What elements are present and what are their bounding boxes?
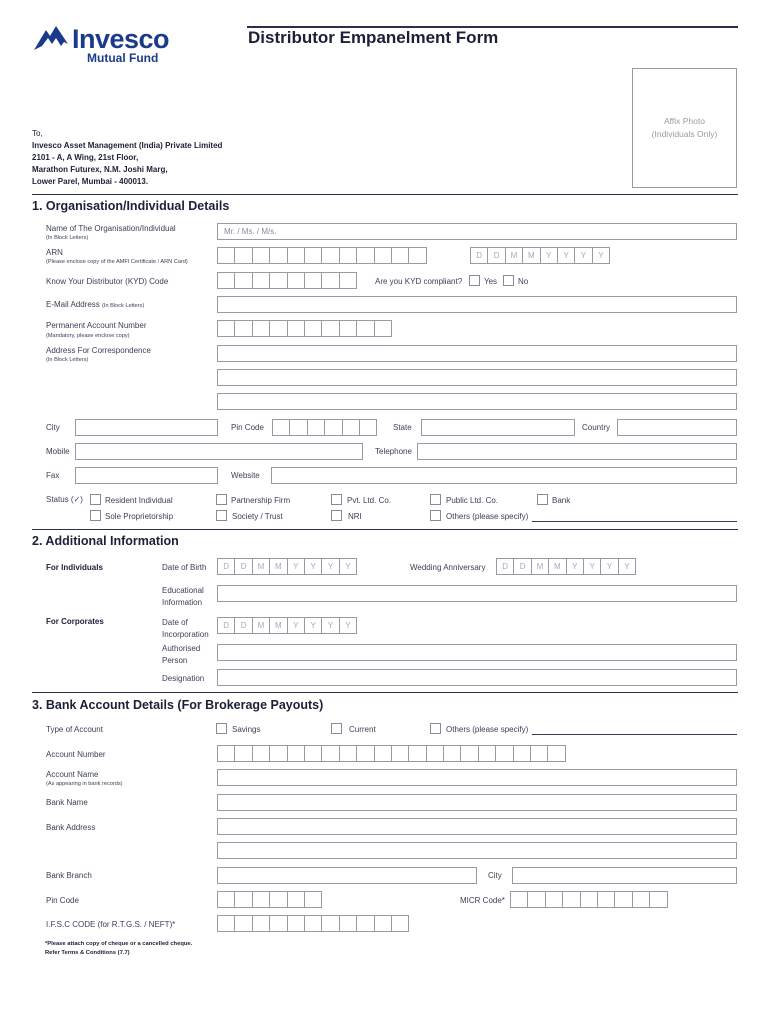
pan-sublabel: (Mandatory, please enclose copy) [46,333,130,339]
doi-boxes[interactable] [217,617,356,634]
website-label: Website [231,471,260,480]
date-char-box[interactable]: D [470,247,488,264]
char-box[interactable] [321,320,339,337]
date-char-box[interactable]: M [269,558,287,575]
char-box[interactable] [339,745,357,762]
address-line-3-input[interactable] [217,393,737,410]
date-char-box[interactable]: Y [592,247,610,264]
date-char-box[interactable]: Y [339,617,357,634]
char-box[interactable] [287,915,305,932]
dob-label: Date of Birth [162,563,207,572]
fax-input[interactable] [75,467,218,484]
name-placeholder: Mr. / Ms. / M/s. [224,227,277,236]
account-name-input[interactable] [217,769,737,786]
char-box[interactable] [562,891,580,908]
city-input[interactable] [75,419,218,436]
state-input[interactable] [421,419,575,436]
char-box[interactable] [269,320,287,337]
designation-label: Designation [162,674,205,683]
account-number-label: Account Number [46,750,106,759]
char-box[interactable] [547,745,565,762]
date-char-box[interactable]: M [505,247,523,264]
char-box[interactable] [391,915,409,932]
kyd-question: Are you KYD compliant? [375,277,463,286]
char-box[interactable] [234,272,252,289]
date-char-box[interactable]: Y [557,247,575,264]
authorised-input[interactable] [217,644,737,661]
char-box[interactable] [408,247,426,264]
telephone-label: Telephone [375,447,412,456]
for-corporates-label: For Corporates [46,617,104,626]
email-label [46,300,144,309]
date-char-box[interactable]: Y [600,558,618,575]
for-individuals-label: For Individuals [46,563,103,572]
char-box[interactable] [597,891,615,908]
address-line: Lower Parel, Mumbai - 400013. [32,177,149,186]
char-box[interactable] [287,745,305,762]
address-line: 2101 - A, A Wing, 21st Floor, [32,153,139,162]
cheque-note: *Please attach copy of cheque or a cancelled cheque. [45,941,193,947]
section-divider [32,692,738,693]
micr-label: MICR Code* [460,896,505,905]
char-box[interactable] [374,745,392,762]
char-box[interactable] [252,320,270,337]
telephone-input[interactable] [417,443,737,460]
pan-label: Permanent Account Number [46,321,147,330]
date-char-box[interactable]: Y [287,617,305,634]
char-box[interactable] [545,891,563,908]
char-box[interactable] [614,891,632,908]
country-input[interactable] [617,419,737,436]
account-name-label: Account Name [46,770,99,779]
pincode-boxes[interactable] [272,419,376,436]
website-input[interactable] [271,467,737,484]
bank-address-1-input[interactable] [217,818,737,835]
kyd-yes-label: Yes [484,277,498,286]
char-box[interactable] [342,419,360,436]
char-box[interactable] [234,915,252,932]
arn-sublabel: (Please enclose copy of the AMFI Certificate / ARN Card) [46,259,188,265]
char-box[interactable] [234,891,252,908]
kyd-code-boxes[interactable] [217,272,356,289]
char-box[interactable] [287,272,305,289]
status-resident-checkbox[interactable] [90,494,101,505]
char-box[interactable] [527,891,545,908]
char-box[interactable] [321,915,339,932]
status-society-label: Society / Trust [232,512,283,521]
date-char-box[interactable]: Y [287,558,305,575]
status-nri-checkbox[interactable] [331,510,342,521]
address-line: Invesco Asset Management (India) Private Limited [32,141,223,150]
char-box[interactable] [649,891,667,908]
status-pvt-checkbox[interactable] [331,494,342,505]
authorised-label [162,643,200,667]
char-box[interactable] [289,419,307,436]
status-others-label: Others (please specify) [446,512,529,521]
dob-boxes[interactable] [217,558,356,575]
char-box[interactable] [269,891,287,908]
char-box[interactable] [580,891,598,908]
bank-address-2-input[interactable] [217,842,737,859]
authorised-label-1: Authorised [162,644,201,653]
char-box[interactable] [234,320,252,337]
date-char-box[interactable]: Y [321,558,339,575]
char-box[interactable] [217,247,235,264]
wedding-label: Wedding Anniversary [410,563,486,572]
char-box[interactable] [339,320,357,337]
char-box[interactable] [304,745,322,762]
current-checkbox[interactable] [331,723,342,734]
date-char-box[interactable]: D [217,617,235,634]
date-char-box[interactable]: M [548,558,566,575]
status-bank-checkbox[interactable] [537,494,548,505]
char-box[interactable] [304,247,322,264]
others-account-checkbox[interactable] [430,723,441,734]
char-box[interactable] [321,272,339,289]
status-sole-checkbox[interactable] [90,510,101,521]
char-box[interactable] [443,745,461,762]
date-char-box[interactable]: D [513,558,531,575]
char-box[interactable] [510,891,528,908]
email-label-text: E-Mail Address [46,300,100,309]
bank-city-input[interactable] [512,867,737,884]
bank-address-label: Bank Address [46,823,96,832]
char-box[interactable] [272,419,290,436]
char-box[interactable] [408,745,426,762]
account-number-boxes[interactable] [217,745,565,762]
char-box[interactable] [391,745,409,762]
char-box[interactable] [252,247,270,264]
status-partnership-checkbox[interactable] [216,494,227,505]
address-sublabel: (In Block Letters) [46,357,89,363]
doi-label-2: Incorporation [162,630,209,639]
wedding-boxes[interactable] [496,558,635,575]
char-box[interactable] [374,915,392,932]
status-resident-label: Resident Individual [105,496,173,505]
kyd-label: Know Your Distributor (KYD) Code [46,277,169,286]
char-box[interactable] [321,745,339,762]
char-box[interactable] [217,272,235,289]
char-box[interactable] [478,745,496,762]
doi-label [162,617,209,641]
char-box[interactable] [632,891,650,908]
terms-note: Refer Terms & Conditions (7.7) [45,950,130,956]
mobile-input[interactable] [75,443,363,460]
date-char-box[interactable]: D [217,558,235,575]
name-sublabel: (In Block Letters) [46,235,89,241]
char-box[interactable] [356,745,374,762]
char-box[interactable] [495,745,513,762]
char-box[interactable] [339,272,357,289]
email-sublabel: (In Block Letters) [102,303,145,309]
status-partnership-label: Partnership Firm [231,496,291,505]
char-box[interactable] [359,419,377,436]
date-char-box[interactable]: Y [540,247,558,264]
bank-name-input[interactable] [217,794,737,811]
date-char-box[interactable]: Y [339,558,357,575]
char-box[interactable] [217,320,235,337]
education-label [162,585,204,609]
status-public-label: Public Ltd. Co. [446,496,499,505]
char-box[interactable] [234,247,252,264]
address-line: To, [32,129,43,138]
char-box[interactable] [374,247,392,264]
section-2-title: 2. Additional Information [32,534,179,548]
status-label: Status (✓) [46,495,83,504]
char-box[interactable] [304,320,322,337]
date-char-box[interactable]: Y [583,558,601,575]
arn-label: ARN [46,248,63,257]
account-type-label: Type of Account [46,725,103,734]
ifsc-boxes[interactable] [217,915,408,932]
status-nri-label: NRI [348,512,362,521]
education-input[interactable] [217,585,737,602]
char-box[interactable] [374,320,392,337]
arn-date-boxes[interactable] [470,247,609,264]
char-box[interactable] [339,247,357,264]
char-box[interactable] [252,915,270,932]
arn-boxes[interactable] [217,247,426,264]
char-box[interactable] [324,419,342,436]
bank-name-label: Bank Name [46,798,88,807]
kyd-no-label: No [518,277,529,286]
section-1-title: 1. Organisation/Individual Details [32,199,230,213]
char-box[interactable] [217,891,235,908]
doi-label-1: Date of [162,618,188,627]
address-line-2-input[interactable] [217,369,737,386]
pan-boxes[interactable] [217,320,391,337]
bank-branch-label: Bank Branch [46,871,92,880]
recipient-address [32,128,222,188]
char-box[interactable] [304,891,322,908]
invesco-logo-mountain-icon [34,24,74,52]
designation-input[interactable] [217,669,737,686]
logo-subtitle: Mutual Fund [87,51,159,65]
bank-pincode-boxes[interactable] [217,891,321,908]
date-char-box[interactable]: Y [618,558,636,575]
bank-pincode-label: Pin Code [46,896,79,905]
char-box[interactable] [217,915,235,932]
char-box[interactable] [339,915,357,932]
char-box[interactable] [460,745,478,762]
date-char-box[interactable]: M [252,558,270,575]
status-pvt-label: Pvt. Ltd. Co. [347,496,392,505]
char-box[interactable] [252,745,270,762]
char-box[interactable] [269,745,287,762]
page-title: Distributor Empanelment Form [248,28,499,47]
bank-branch-input[interactable] [217,867,477,884]
education-label-1: Educational [162,586,204,595]
bank-city-label: City [488,871,502,880]
char-box[interactable] [426,745,444,762]
photo-box[interactable] [632,68,737,188]
char-box[interactable] [307,419,325,436]
mobile-label: Mobile [46,447,70,456]
section-divider [32,194,738,195]
email-input[interactable] [217,296,737,313]
status-sole-label: Sole Proprietorship [105,512,174,521]
char-box[interactable] [356,320,374,337]
account-name-sublabel: (As appearing in bank records) [46,781,123,787]
char-box[interactable] [252,272,270,289]
date-char-box[interactable]: D [496,558,514,575]
country-label: Country [582,423,611,432]
education-label-2: Information [162,598,203,607]
address-label: Address For Correspondence [46,346,151,355]
char-box[interactable] [287,891,305,908]
state-label: State [393,423,412,432]
date-char-box[interactable]: D [487,247,505,264]
date-char-box[interactable]: M [269,617,287,634]
char-box[interactable] [530,745,548,762]
savings-checkbox[interactable] [216,723,227,734]
date-char-box[interactable]: Y [321,617,339,634]
char-box[interactable] [234,745,252,762]
char-box[interactable] [304,915,322,932]
char-box[interactable] [513,745,531,762]
date-char-box[interactable]: Y [574,247,592,264]
date-char-box[interactable]: D [234,558,252,575]
status-public-checkbox[interactable] [430,494,441,505]
status-others-line[interactable] [532,521,737,522]
char-box[interactable] [321,247,339,264]
date-char-box[interactable]: D [234,617,252,634]
section-3-title: 3. Bank Account Details (For Brokerage Payouts) [32,698,324,712]
char-box[interactable] [287,320,305,337]
char-box[interactable] [356,915,374,932]
name-input[interactable] [217,223,737,240]
char-box[interactable] [391,247,409,264]
date-char-box[interactable]: M [522,247,540,264]
name-label: Name of The Organisation/Individual [46,224,176,233]
char-box[interactable] [252,891,270,908]
others-account-line[interactable] [532,734,737,735]
current-label: Current [349,725,376,734]
date-char-box[interactable]: Y [566,558,584,575]
savings-label: Savings [232,725,261,734]
pincode-label: Pin Code [231,423,264,432]
kyd-yes-checkbox[interactable] [469,275,480,286]
date-char-box[interactable]: Y [304,617,322,634]
date-char-box[interactable]: M [531,558,549,575]
ifsc-label: I.F.S.C CODE (for R.T.G.S. / NEFT)* [46,920,176,929]
status-others-checkbox[interactable] [430,510,441,521]
status-bank-label: Bank [552,496,571,505]
char-box[interactable] [217,745,235,762]
kyd-no-checkbox[interactable] [503,275,514,286]
char-box[interactable] [269,915,287,932]
address-line-1-input[interactable] [217,345,737,362]
city-label: City [46,423,60,432]
authorised-label-2: Person [162,656,188,665]
address-line: Marathon Futurex, N.M. Joshi Marg, [32,165,168,174]
char-box[interactable] [304,272,322,289]
photo-label: Affix Photo [664,116,705,126]
fax-label: Fax [46,471,60,480]
micr-boxes[interactable] [510,891,667,908]
char-box[interactable] [269,247,287,264]
char-box[interactable] [287,247,305,264]
others-account-label: Others (please specify) [446,725,529,734]
section-divider [32,529,738,530]
char-box[interactable] [356,247,374,264]
date-char-box[interactable]: Y [304,558,322,575]
photo-sublabel: (Individuals Only) [651,129,718,139]
status-society-checkbox[interactable] [216,510,227,521]
char-box[interactable] [269,272,287,289]
date-char-box[interactable]: M [252,617,270,634]
logo-brand: Invesco [72,24,170,54]
